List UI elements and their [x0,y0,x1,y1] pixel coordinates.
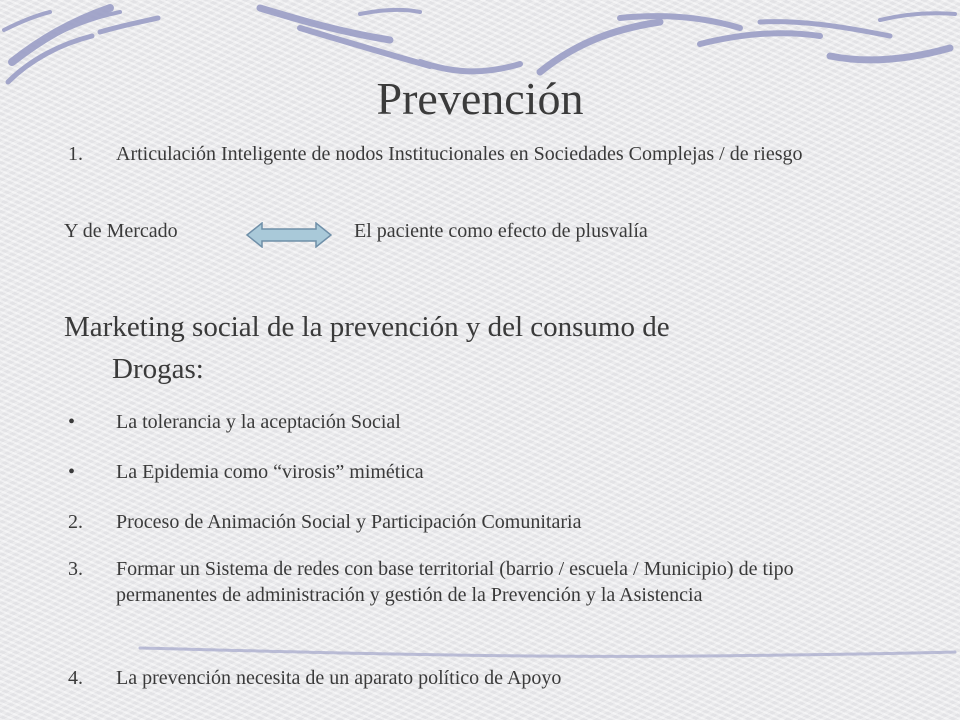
marketing-heading [64,306,854,390]
list-item-text: Formar un Sistema de redes con base territorial (barrio / escuela / Municipio) de tipo permanentes de administración y gestión de la Prevención y la Asistencia [116,558,794,606]
market-right-text: El paciente como efecto de plusvalía [354,220,648,242]
list-marker: 1. [68,143,83,165]
list-item-text: La prevención necesita de un aparato político de Apoyo [116,667,562,689]
list-item-text: Proceso de Animación Social y Participación Comunitaria [116,511,582,533]
marketing-heading-line2: Drogas: [112,353,204,385]
list-marker: 4. [68,667,83,689]
slide-title: Prevención [376,73,584,124]
bullet-text: La tolerancia y la aceptación Social [116,411,401,433]
marketing-heading-line1: Marketing social de la prevención y del consumo de [64,311,670,343]
bullet-text: La Epidemia como “virosis” mimética [116,461,424,483]
bullet-marker: • [68,411,76,433]
list-item-text: Articulación Inteligente de nodos Institucionales en Sociedades Complejas / de riesgo [116,143,803,165]
list-marker: 2. [68,511,83,533]
bullet-marker: • [68,461,76,483]
double-arrow-icon [246,222,332,248]
market-left-text: Y de Mercado [64,220,178,242]
list-marker: 3. [68,558,83,580]
